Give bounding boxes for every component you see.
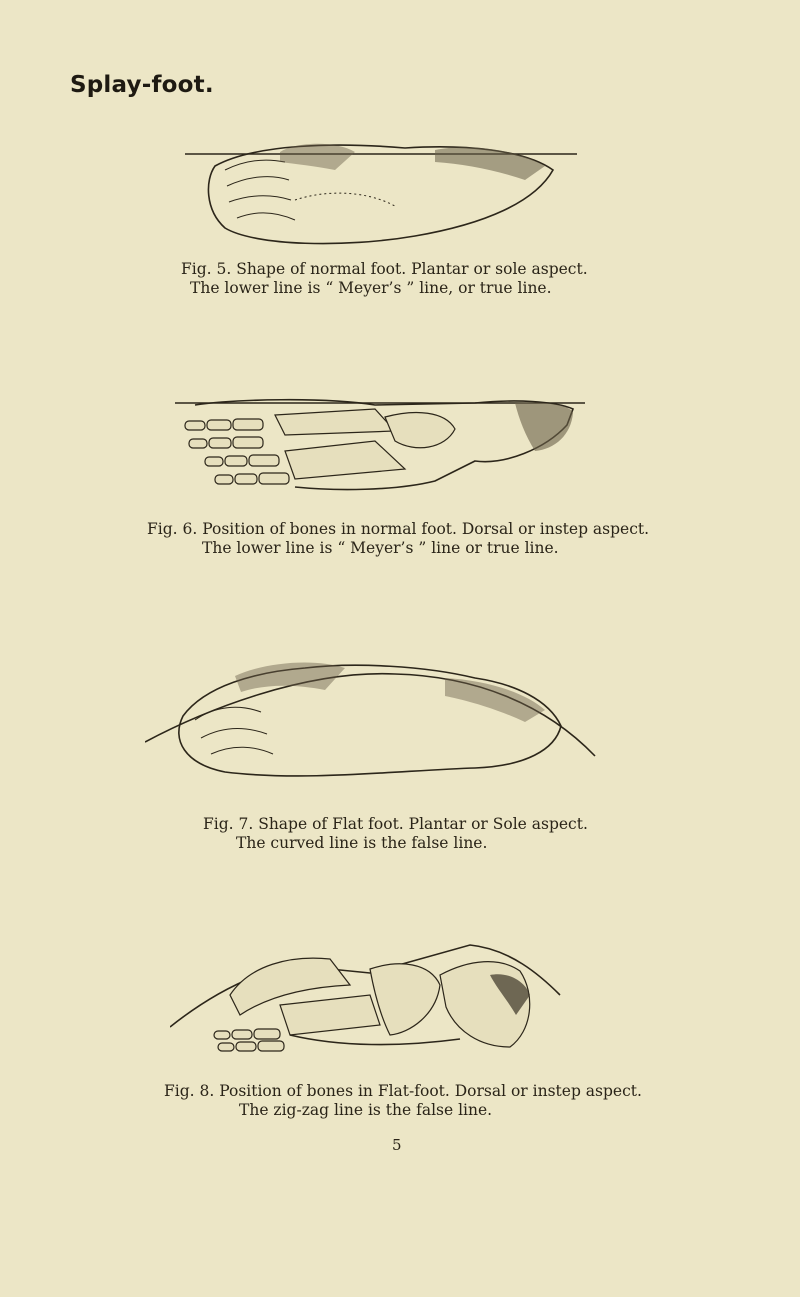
page-number: 5 — [392, 1136, 402, 1154]
figure-7-caption — [203, 815, 588, 853]
heel-bone-shading — [515, 402, 573, 451]
heel-shading — [445, 678, 545, 722]
figure-6-caption-line2: The lower line is “ Meyer’s ” line or true line. — [202, 539, 559, 557]
toe-creases — [225, 160, 295, 220]
normal-foot-sole-drawing — [185, 140, 585, 250]
flat-foot-sole-drawing — [145, 650, 605, 785]
metatarsal-bone — [275, 409, 395, 435]
toe-creases — [195, 707, 273, 754]
figure-5-caption-line1: Fig. 5. Shape of normal foot. Plantar or sole aspect. — [181, 260, 588, 278]
phalanges-rows — [185, 419, 289, 484]
figure-8-caption — [164, 1082, 642, 1120]
figure-6-illustration — [175, 395, 585, 505]
figure-7-illustration — [145, 650, 605, 785]
sole-outline — [290, 1035, 460, 1045]
figure-8-caption-line2: The zig-zag line is the false line. — [239, 1101, 493, 1119]
figure-8-caption-line1: Fig. 8. Position of bones in Flat-foot. Dorsal or instep aspect. — [164, 1082, 642, 1100]
toe-shading — [235, 662, 345, 692]
arch-dotted-line — [295, 193, 395, 206]
figure-5-illustration — [185, 140, 585, 250]
flat-foot-bones-drawing — [170, 935, 570, 1065]
heel-shading — [435, 147, 545, 180]
tarsal-bone — [370, 964, 440, 1035]
figure-8-illustration — [170, 935, 570, 1065]
figure-7-caption-line1: Fig. 7. Shape of Flat foot. Plantar or Sole aspect. — [203, 815, 588, 833]
figure-6-caption — [147, 520, 649, 558]
tarsal-bone — [385, 413, 455, 448]
phalanges-rows — [214, 1029, 284, 1051]
figure-6-caption-line1: Fig. 6. Position of bones in normal foot. Dorsal or instep aspect. — [147, 520, 650, 538]
foot-outline — [179, 665, 561, 776]
figure-5-caption — [181, 260, 588, 298]
figure-7-caption-line2: The curved line is the false line. — [236, 834, 488, 852]
normal-foot-bones-drawing — [175, 395, 585, 505]
metatarsal-bone — [285, 441, 405, 479]
metatarsal-bone — [280, 995, 380, 1035]
figure-5-caption-line2: The lower line is “ Meyer’s ” line, or true line. — [190, 279, 552, 297]
toe-shading — [280, 144, 355, 170]
page-title: Splay-foot. — [70, 72, 214, 98]
